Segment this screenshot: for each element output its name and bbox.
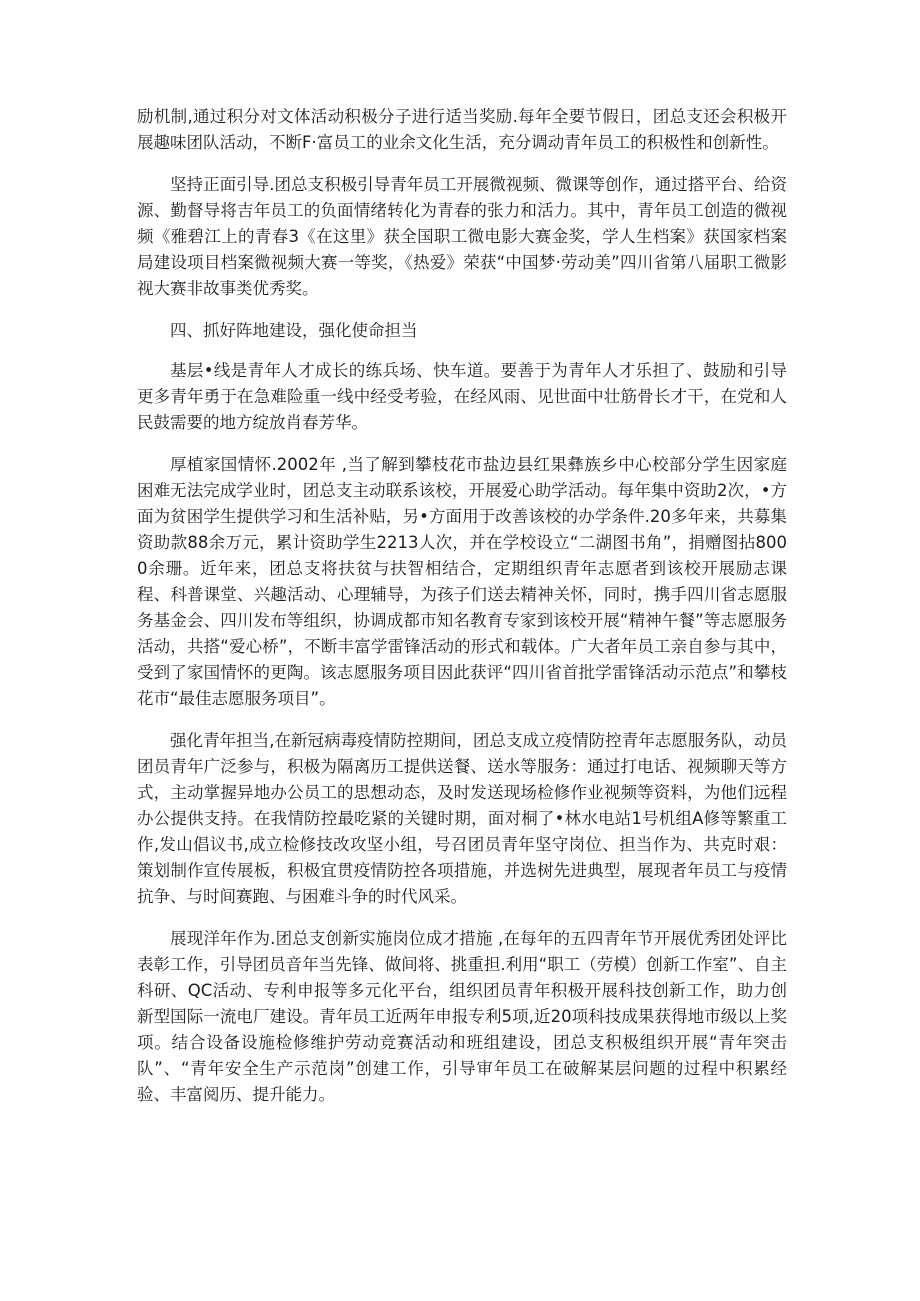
paragraph-grassroots-frontline: 基层•线是青年人才成长的练兵场、快车道。要善于为青年人才乐担了、鼓励和引导更多青年勇于在急难险重一线中经受考验，在经风雨、见世面中壮筋骨长才干，在党和人民鼓需要的地方绽放肖春芳华。 bbox=[137, 361, 787, 432]
document-page bbox=[137, 104, 787, 1124]
paragraph-youth-responsibility: 强化青年担当,在新冠病毒疫情防控期间，团总支成立疫情防控青年志愿服务队，动员团员青年广泛参与，积极为隔离历工提供送餐、送水等服务：通过打电话、视频聊天等方式，主动掌握异地办公员工的思想动态，及时发送现场检修作业视频等资料，为他们远程办公提供支持。在我情防控最吃紧的关键时期，面对桐了•林水电站1号机组A修等繁重工作,发山倡议书,成立检修技改攻坚小组，号召团员青年坚守岗位、担当作为、共克时艰：策划制作宣传展板，积极宜贯疫情防控各项措施，并选树先进典型，展现者年员工与疫情抗争、与时间赛跑、与困难斗争的时代风采。 bbox=[137, 731, 787, 906]
paragraph-incentive-mechanism: 励机制,通过积分对文体活动积极分子进行适当奖励.每年全要节假日，团总支还会积极开展趣味团队活动，不断F·富员工的业余文化生活，充分调动青年员工的积极性和创新性。 bbox=[137, 107, 787, 152]
paragraph-positive-guidance: 坚持正面引导.团总支积极引导青年员工开展微视频、微课等创作，通过搭平台、给资源、勤督导将吉年员工的负面情绪转化为青春的张力和活力。其中，青年员工创造的微视频《雅碧江上的青春3《在这里》获全国职工微电影大赛金奖，学人生档案》获国家档案局建设项目档案微视频大赛一等奖，《热爱》荣获“中国梦·劳动美”四川省第八届职工微影视大赛非故事类优秀奖。 bbox=[137, 175, 787, 298]
paragraph-youth-achievement: 展现洋年作为.团总支创新实施岗位成才措施 ,在每年的五四青年节开展优秀团处评比表彰工作，引导团员音年当先锋、做间将、挑重担.利用“职工（劳模）创新工作室”、自主科研、QC活动、专利申报等多元化平台，组织团员青年积极开展科技创新工作，助力创新型国际一流电厂建设。青年员工近两年申报专利5项,近20项科技成果获得地市级以上奖项。结合设备设施检修维护劳动竞赛活动和班组建设，团总支积极组织开展“青年突击队”、“青年安全生产示范岗”创建工作，引导审年员工在破解某层问题的过程中积累经验、丰富阅历、提升能力。 bbox=[137, 929, 787, 1104]
section-heading-four: 四、抓好阵地建设，强化使命担当 bbox=[170, 321, 418, 340]
paragraph-patriotism: 厚植家国情怀.2002年 ,当了解到攀枝花市盐边县红果彝族乡中心校部分学生因家庭困难无法完成学业时，团总支主动联系该校，开展爱心助学活动。每年集中资助2次，•方面为贫困学生提供学习和生活补贴，另•方面用于改善该校的办学条件.20多年来，共募集资助款88余万元，累计资助学生2213人次，并在学校设立“二湖图书角”，捐赠图拈8000余珊。近年来，团总支将扶贫与扶智相结合，定期组织青年志愿者到该校开展励志课程、科普课堂、兴趣活动、心理辅导，为孩子们送去精神关怀，同时，携手四川省志愿服务基金会、四川发布等组织，协调成都市知名教育专家到该校开展“精神午餐”等志愿服务活动，共搭“爱心桥”，不断丰富学雷锋活动的形式和载体。广大者年员工亲自参与其中，受到了家国情怀的更陶。该志愿服务项目因此获评“四川省首批学雷锋活动示范点”和攀枝花市“最佳志愿服务项目”。 bbox=[137, 455, 787, 708]
